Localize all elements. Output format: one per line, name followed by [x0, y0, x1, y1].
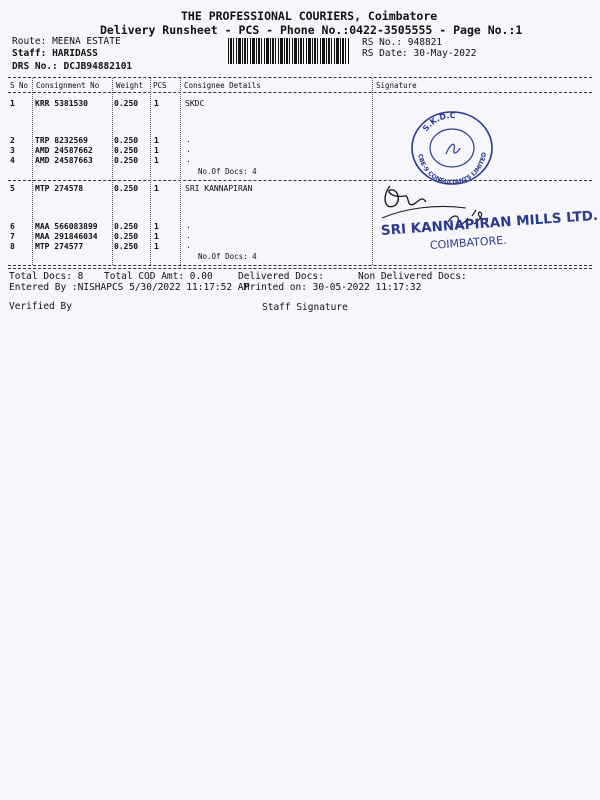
- delivered-docs: Delivered Docs:: [238, 271, 324, 282]
- table-row-weight: 0.250: [114, 136, 139, 145]
- col-divider-1: [32, 78, 33, 265]
- table-row-pcs: 1: [154, 222, 159, 231]
- route-line: [12, 36, 121, 47]
- table-row-consignment: MAA 291846034: [35, 232, 98, 241]
- table-row-pcs: 1: [154, 156, 159, 165]
- drs-line: [12, 61, 132, 72]
- table-row-weight: 0.250: [114, 222, 139, 231]
- col-divider-4: [180, 78, 181, 265]
- rs-no-value: 948821: [407, 37, 443, 48]
- col-divider-5: [372, 78, 373, 265]
- rs-date-value: 30-May-2022: [413, 48, 477, 59]
- drs-label: DRS No.:: [12, 61, 58, 72]
- staff-value: HARIDASS: [52, 48, 98, 59]
- table-row-sno: 3: [10, 146, 15, 155]
- col-divider-2: [112, 78, 113, 265]
- table-row-consignment: MAA 566083899: [35, 222, 98, 231]
- staff-signature-label: Staff Signature: [262, 302, 348, 313]
- table-row-consignment: MTP 274577: [35, 242, 84, 251]
- route-label: Route:: [12, 36, 47, 47]
- group-doc-count: No.Of Docs: 4: [198, 167, 257, 176]
- table-row-consignment: AMD 24587662: [35, 146, 93, 155]
- rs-date-line: [362, 48, 476, 59]
- printed-on: Printed on: 30-05-2022 11:17:32: [244, 282, 422, 293]
- table-row-detail: .: [186, 221, 191, 230]
- col-header-sno: S No: [10, 81, 29, 90]
- table-row-detail: .: [186, 155, 191, 164]
- rs-date-label: RS Date:: [362, 48, 408, 59]
- table-row-pcs: 1: [154, 136, 159, 145]
- staff-label: Staff:: [12, 48, 47, 59]
- total-cod-amount: Total COD Amt: 0.00: [104, 271, 213, 282]
- table-row-pcs: 1: [154, 242, 159, 251]
- table-row-detail: .: [186, 241, 191, 250]
- col-header-pcs: PCS: [153, 81, 167, 90]
- company-title: THE PROFESSIONAL COURIERS, Coimbatore: [181, 9, 438, 23]
- table-row-consignment: TRP 8232569: [35, 136, 88, 145]
- table-row-weight: 0.250: [114, 184, 139, 193]
- barcode: [228, 38, 350, 64]
- table-row-sno: 6: [10, 222, 15, 231]
- non-delivered-docs: Non Delivered Docs:: [358, 271, 467, 282]
- rs-no-label: RS No.:: [362, 37, 403, 48]
- skdc-seal-stamp: [408, 106, 496, 186]
- table-row-sno: 5: [10, 184, 15, 193]
- table-row-weight: 0.250: [114, 156, 139, 165]
- table-row-weight: 0.250: [114, 242, 139, 251]
- drs-value: DCJB94882101: [63, 61, 133, 72]
- table-row-pcs: 1: [154, 232, 159, 241]
- group-separator-rule: [8, 180, 592, 181]
- col-header-consignment: Consignment No: [36, 81, 100, 90]
- table-row-weight: 0.250: [114, 99, 139, 108]
- company-stamp-name: SRI KANNAPIRAN MILLS LTD.: [380, 207, 599, 239]
- table-row-weight: 0.250: [114, 146, 139, 155]
- col-divider-3: [150, 78, 151, 265]
- consignee-name: SRI KANNAPIRAN: [185, 184, 253, 193]
- table-row-pcs: 1: [154, 99, 159, 108]
- table-row-sno: 7: [10, 232, 15, 241]
- runsheet-subtitle: Delivery Runsheet - PCS - Phone No.:0422-3505555 - Page No.:1: [100, 23, 523, 37]
- staff-line: [12, 48, 98, 59]
- seal-bottom-text: CBE-9 CONSULTANTS LIMITED: [416, 151, 488, 186]
- rs-no-line: [362, 37, 442, 48]
- table-bottom-rule: [8, 265, 592, 266]
- table-row-weight: 0.250: [114, 232, 139, 241]
- table-row-consignment: MTP 274578: [35, 184, 84, 193]
- table-row-consignment: KRR 5381530: [35, 99, 88, 108]
- table-row-consignment: AMD 24587663: [35, 156, 93, 165]
- entered-by: Entered By :NISHAPCS 5/30/2022 11:17:52 AM: [9, 282, 250, 293]
- table-row-pcs: 1: [154, 184, 159, 193]
- table-row-pcs: 1: [154, 146, 159, 155]
- col-header-signature: Signature: [376, 81, 417, 90]
- group-doc-count: No.Of Docs: 4: [198, 252, 257, 261]
- table-bottom-rule-2: [8, 268, 592, 269]
- table-row-detail: .: [186, 135, 191, 144]
- route-value: MEENA ESTATE: [52, 36, 121, 47]
- col-header-weight: Weight: [116, 81, 144, 90]
- table-row-detail: .: [186, 145, 191, 154]
- table-row-sno: 2: [10, 136, 15, 145]
- table-row-sno: 4: [10, 156, 15, 165]
- consignee-name: SKDC: [185, 99, 205, 108]
- table-row-detail: .: [186, 231, 191, 240]
- table-row-sno: 1: [10, 99, 15, 108]
- header-bottom-rule: [8, 92, 592, 93]
- total-docs: Total Docs: 8: [9, 271, 84, 282]
- col-header-consignee: Consignee Details: [184, 81, 261, 90]
- company-stamp-city: COIMBATORE.: [429, 233, 508, 252]
- seal-top-text: S.K.D.C: [421, 110, 456, 134]
- verified-by: Verified By: [9, 301, 72, 312]
- table-row-sno: 8: [10, 242, 15, 251]
- table-top-rule: [8, 77, 592, 78]
